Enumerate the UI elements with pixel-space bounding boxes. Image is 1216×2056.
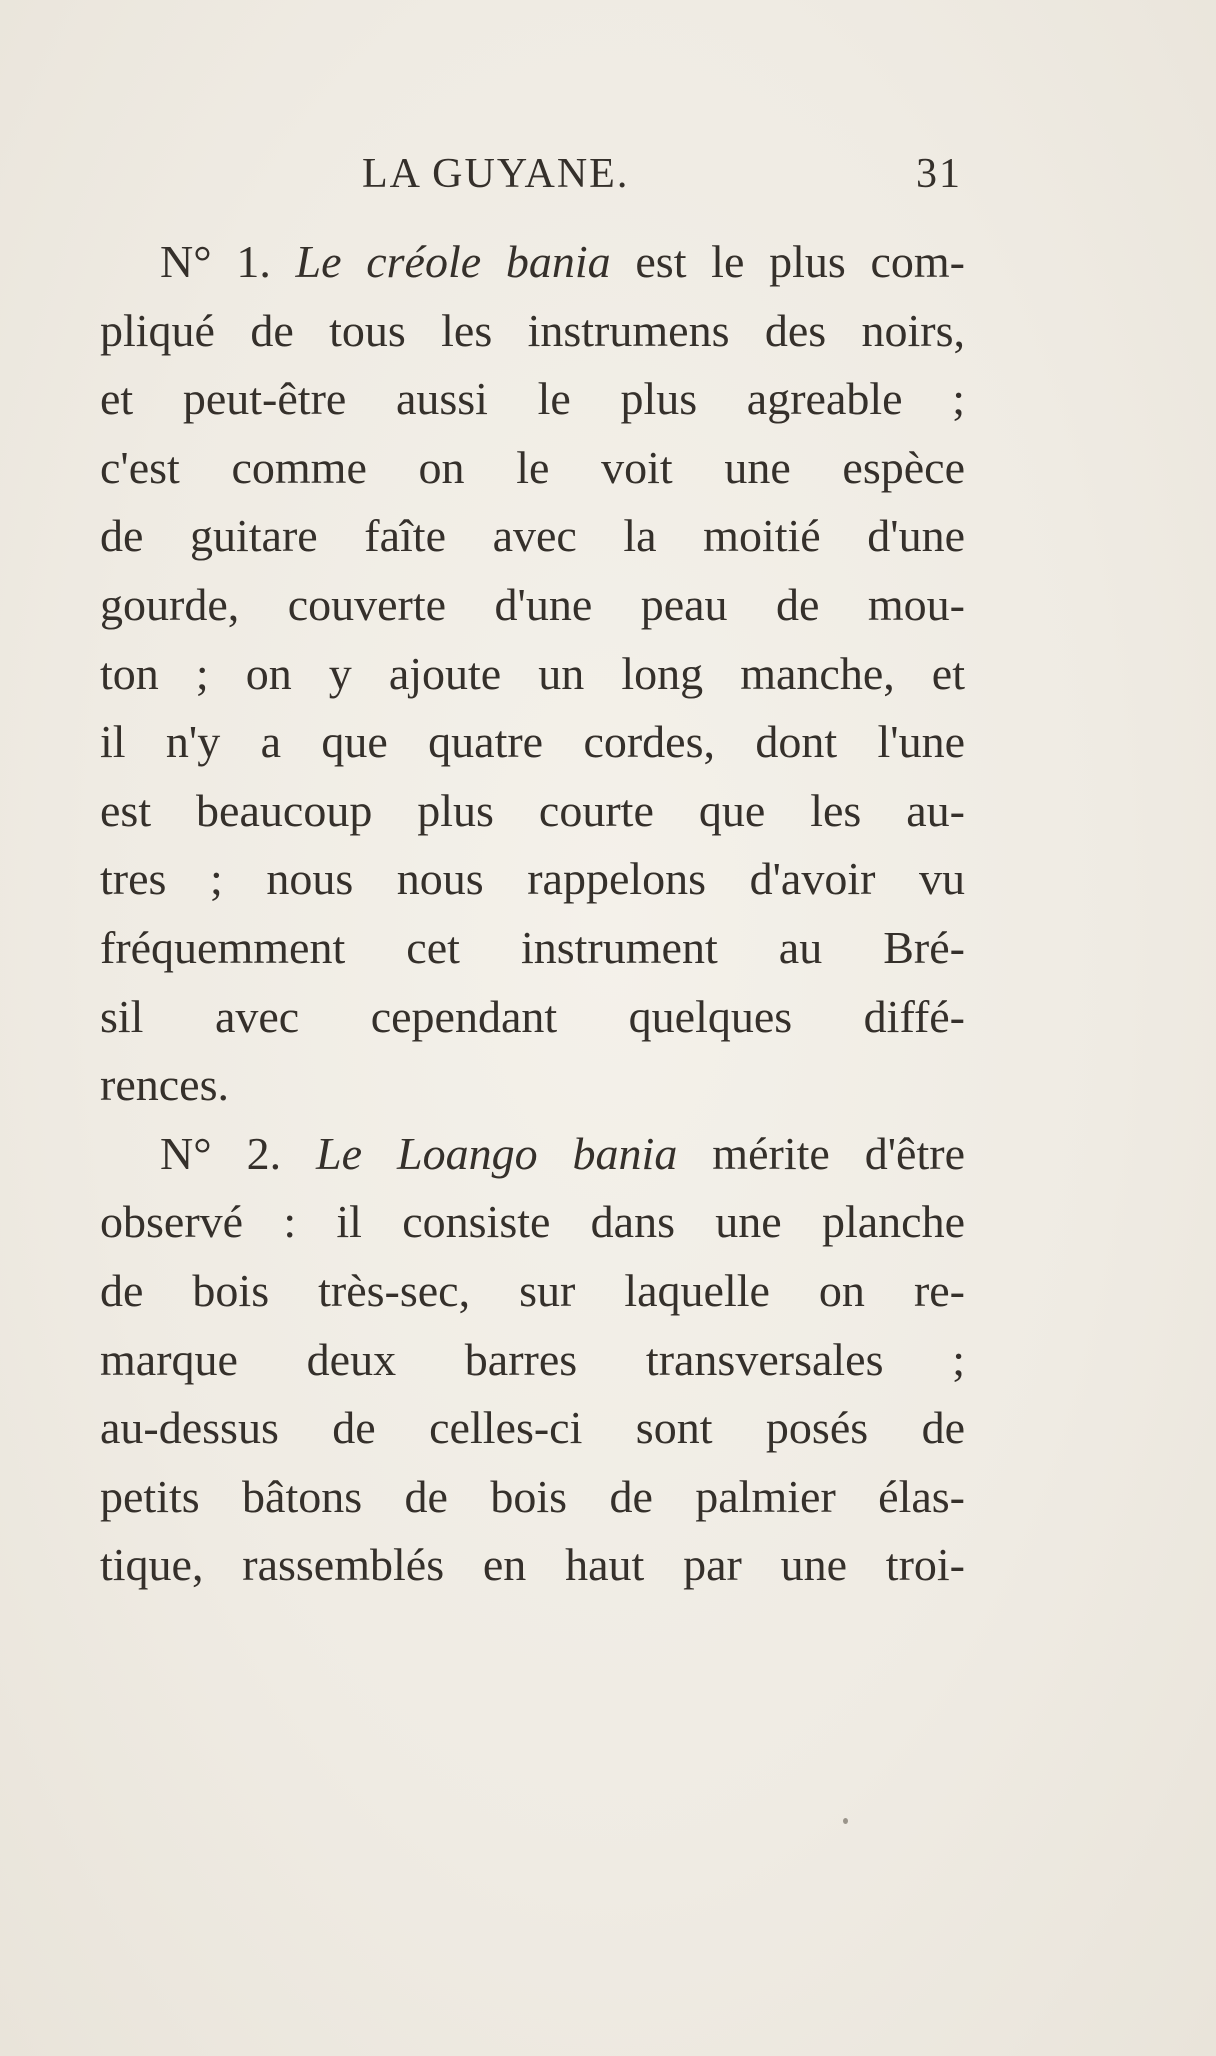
text-line: rences.	[100, 1059, 229, 1111]
text-line: c'est comme on le voit une espèce	[100, 441, 965, 493]
text-line: de bois très-sec, sur laquelle on re-	[100, 1264, 965, 1316]
text-line: N° 2. Le Loango bania mérite d'être	[160, 1127, 965, 1179]
page-number: 31	[916, 151, 962, 197]
text-line: N° 1. Le créole bania est le plus com-	[160, 236, 965, 287]
text-line: est beaucoup plus courte que les au-	[100, 784, 965, 836]
text-line: marque deux barres transversales ;	[100, 1333, 965, 1385]
text-line: sil avec cependant quelques diffé-	[100, 990, 965, 1042]
text-line: fréquemment cet instrument au Bré-	[100, 921, 965, 973]
page-header	[100, 150, 980, 210]
text-line: il n'y a que quatre cordes, dont l'une	[100, 716, 965, 768]
text-line: tique, rassemblés en haut par une troi-	[100, 1539, 965, 1591]
text-line: ton ; on y ajoute un long manche, et	[100, 647, 965, 699]
text-line: pliqué de tous les instrumens des noirs,	[100, 304, 965, 356]
instrument-name: Le créole bania	[295, 236, 611, 287]
text-line: petits bâtons de bois de palmier élas-	[100, 1470, 965, 1522]
body-text	[100, 228, 965, 1600]
text-line: de guitare faîte avec la moitié d'une	[100, 510, 965, 562]
running-head: LA GUYANE.	[362, 151, 630, 197]
text-line: observé : il consiste dans une planche	[100, 1196, 965, 1248]
text-line: gourde, couverte d'une peau de mou-	[100, 578, 965, 630]
paper-speck	[843, 1818, 848, 1824]
text-line: tres ; nous nous rappelons d'avoir vu	[100, 853, 965, 905]
instrument-name: Le Loango bania	[316, 1127, 678, 1179]
text-line: et peut-être aussi le plus agreable ;	[100, 373, 965, 425]
text-line: au-dessus de celles-ci sont posés de	[100, 1402, 965, 1454]
